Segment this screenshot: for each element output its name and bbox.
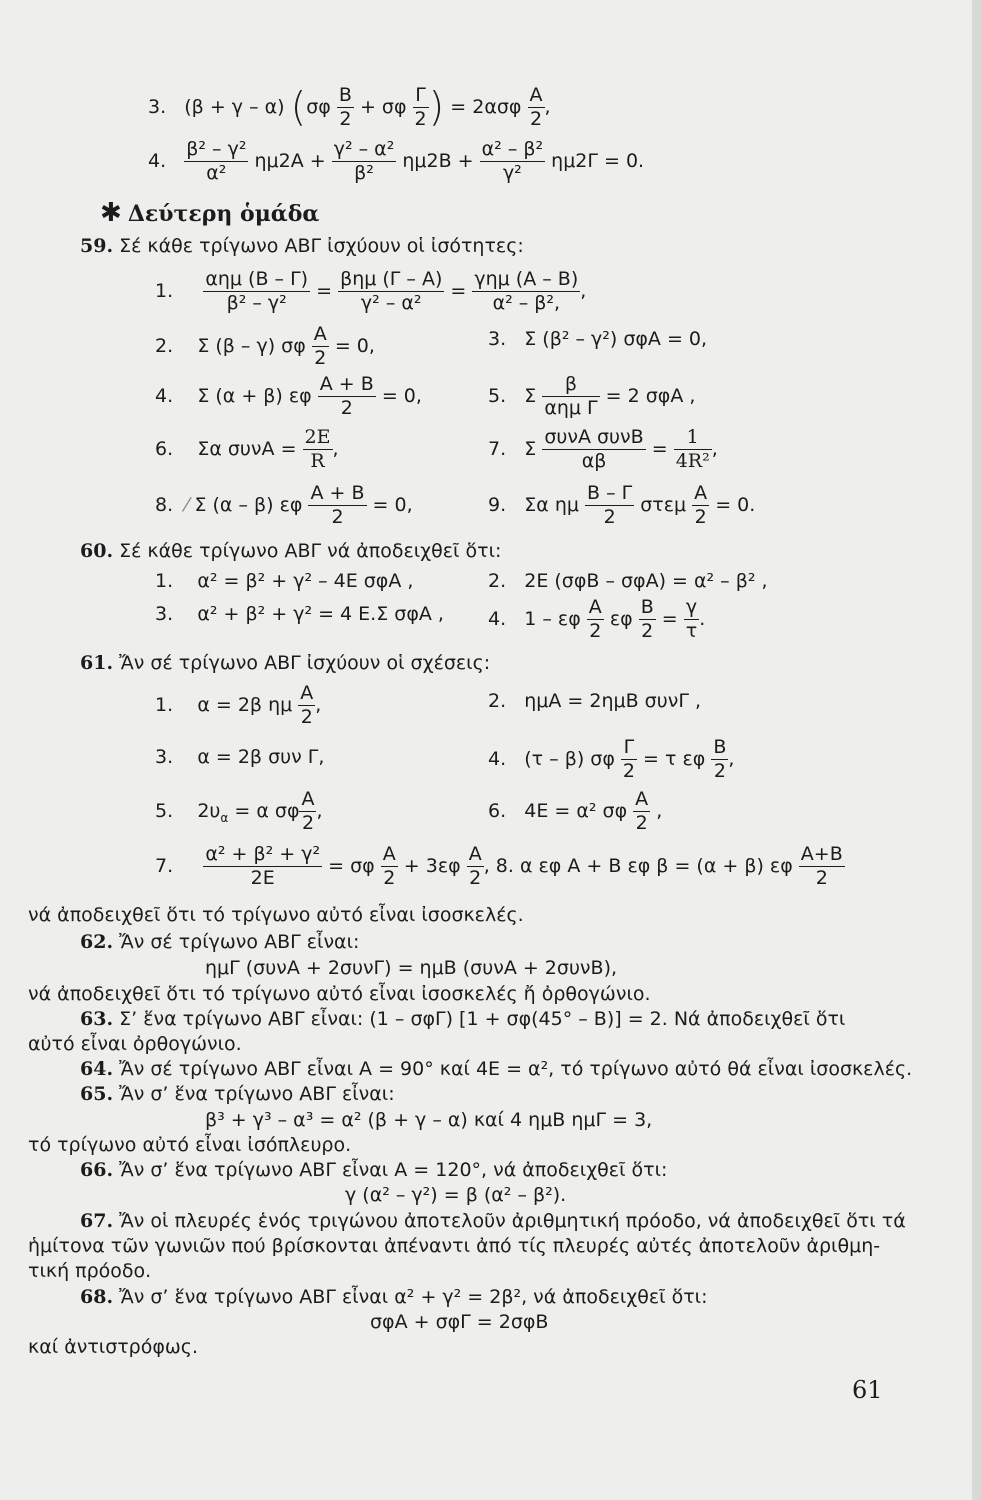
p59-item-6: 6. Σα συνA = $\frac{2E}{R}$ , <box>155 426 339 472</box>
fraction: $\frac{\gamma}{\tau}$ <box>685 596 698 642</box>
p62-equation: ημΓ (συνA + 2συνΓ) = ημB (συνA + 2συνB), <box>205 957 618 979</box>
p59-item-5: 5. Σ $\frac{\beta}{\text{αημ Γ}}$ = 2 σφA , <box>488 373 696 419</box>
fraction-G-2: $\frac{\Gamma}{2}$ <box>414 84 427 130</box>
p61-item-7: 7. $\frac{\text{α² + β² + γ²}}{2E}$ = σφ $\frac{A}{2}$ + 3εφ $\frac{A}{2}$ , 8. α εφ A + B εφ β = (α + β) εφ $\frac{A+B}{2}$ <box>155 843 843 889</box>
problem-number: 61. <box>80 652 114 674</box>
p63-conclusion: αὐτό εἶναι ὀρθογώνιο. <box>28 1033 242 1055</box>
expr-part: ημ2A + <box>254 150 326 172</box>
problem-66-intro: 66. Ἄν σ’ ἕνα τρίγωνο ΑΒΓ εἶναι A = 120°, νά ἀποδειχθεῖ ὅτι: <box>80 1159 668 1181</box>
fraction: $\frac{\beta}{\text{αημ Γ}}$ <box>544 373 598 419</box>
fraction: $\frac{\text{γημ (Α – Β)}}{\text{α² – β²,}}$ <box>474 268 579 314</box>
p61-item-6: 6. 4E = α² σφ $\frac{A}{2}$ , <box>488 788 663 834</box>
fraction-A-2: $\frac{A}{2}$ <box>529 84 543 130</box>
problem-number: 62. <box>80 931 114 953</box>
p61-item-1: 1. α = 2β ημ $\frac{A}{2}$ , <box>155 682 322 728</box>
fraction: $\frac{1}{\text{4R²}}$ <box>675 426 710 472</box>
p61-item-3: 3. α = 2β συν Γ, <box>155 746 325 768</box>
p68-equation: σφA + σφΓ = 2σφB <box>370 1311 549 1333</box>
p60-item-3: 3. α² + β² + γ² = 4 E.Σ σφA , <box>155 603 444 625</box>
p65-equation: β³ + γ³ – α³ = α² (β + γ – α) καί 4 ημB ημΓ = 3, <box>205 1109 653 1131</box>
p60-item-4: 4. 1 – εφ $\frac{A}{2}$ εφ $\frac{B}{2}$ = $\frac{\gamma}{\tau}$ . <box>488 596 706 642</box>
problem-65-intro: 65. Ἄν σ’ ἕνα τρίγωνο ΑΒΓ εἶναι: <box>80 1083 395 1105</box>
problem-number: 64. <box>80 1058 114 1080</box>
close-paren: ) <box>428 84 445 131</box>
p66-equation: γ (α² – γ²) = β (α² – β²). <box>345 1184 567 1206</box>
expr-part: (β + γ – α) <box>184 96 285 118</box>
fraction: $\frac{\text{α² – β²}}{\text{γ²}}$ <box>481 138 544 184</box>
p61-item-4: 4. (τ – β) σφ $\frac{\Gamma}{2}$ = τ εφ $\frac{B}{2}$ , <box>488 736 735 782</box>
fraction: $\frac{A}{2}$ <box>301 788 315 834</box>
problem-63: 63. Σ’ ἕνα τρίγωνο ΑΒΓ εἶναι: (1 – σφΓ) [1 + σφ(45° – B)] = 2. Νά ἀποδειχθεῖ ὅτι <box>80 1008 846 1030</box>
problem-number: 59. <box>80 235 114 257</box>
fraction-B-2: $\frac{B}{2}$ <box>338 84 352 130</box>
item-number: 3. <box>148 96 167 118</box>
fraction: $\frac{A + B}{2}$ <box>319 373 374 419</box>
problem-64: 64. Ἄν σέ τρίγωνο ΑΒΓ εἶναι A = 90° καί 4E = α², τό τρίγωνο αὐτό θά εἶναι ἰσοσκελές. <box>80 1058 913 1080</box>
fraction: $\frac{B}{2}$ <box>713 736 727 782</box>
problem-text: Ἄν σέ τρίγωνο ΑΒΓ ἰσχύουν οἱ σχέσεις: <box>119 652 491 674</box>
fraction: $\frac{\text{αημ (Β – Γ)}}{\text{β² – γ²}}$ <box>205 268 309 314</box>
p60-item-2: 2. 2E (σφB – σφA) = α² – β² , <box>488 570 768 592</box>
p61-item-5: 5. $2\upsilon_\alpha = \alpha$ σφ $\frac{A}{2}$ , <box>155 788 323 834</box>
problem-number: 66. <box>80 1159 114 1181</box>
problem-text: Σέ κάθε τρίγωνο ΑΒΓ ἰσχύουν οἱ ἰσότητες: <box>119 235 524 257</box>
p59-item-1: 1. $\frac{\text{αημ (Β – Γ)}}{\text{β² – γ²}}$ = $\frac{\text{βημ (Γ – Α)}}{\text{γ² – α²}}$ = $\frac{\text{γημ (Α – Β)}}{\text{α² – β²,}}$ , <box>155 268 587 314</box>
p68-conclusion: καί ἀντιστρόφως. <box>28 1336 198 1358</box>
expr-part: σφ <box>306 96 331 118</box>
fraction: $\frac{B - \Gamma}{2}$ <box>587 482 633 528</box>
problem-67: 67. Ἄν οἱ πλευρές ἑνός τριγώνου ἀποτελοῦν ἀριθμητική πρόοδο, νά ἀποδειχθεῖ ὅτι τά <box>80 1210 906 1232</box>
p59-item-4: 4. Σ (α + β) εφ $\frac{A + B}{2}$ = 0, <box>155 373 422 419</box>
fraction: $\frac{A}{2}$ <box>588 596 602 642</box>
page-edge-shadow <box>972 0 981 1500</box>
fraction: $\frac{A}{2}$ <box>635 788 649 834</box>
fraction: $\frac{2E}{R}$ <box>304 426 331 472</box>
fraction: $\frac{A}{2}$ <box>468 843 482 889</box>
fraction: $\frac{B}{2}$ <box>640 596 654 642</box>
fraction: $\frac{A + B}{2}$ <box>310 482 365 528</box>
problem-60-intro <box>80 542 501 561</box>
p62-conclusion: νά ἀποδειχθεῖ ὅτι τό τρίγωνο αὐτό εἶναι ἰσοσκελές ἤ ὀρθογώνιο. <box>28 983 651 1005</box>
item-4-line <box>148 140 644 183</box>
pencil-mark: ⁄ <box>185 494 189 516</box>
fraction: $\frac{A}{2}$ <box>382 843 396 889</box>
fraction: $\frac{A}{2}$ <box>300 682 314 728</box>
star-icon: ✱ <box>100 198 122 228</box>
item-number: 4. <box>148 150 167 172</box>
problem-61-intro <box>80 654 490 673</box>
expr-part: ημ2B + <box>402 150 474 172</box>
open-paren: ( <box>290 84 307 131</box>
fraction: $\frac{\text{συνA συνB}}{\alpha\beta}$ <box>544 426 644 472</box>
expr-part: ημ2Γ = 0. <box>551 150 645 172</box>
problem-number: 65. <box>80 1083 114 1105</box>
p59-item-3: 3. Σ (β² – γ²) σφA = 0, <box>488 328 708 350</box>
problem-number: 60. <box>80 540 114 562</box>
p60-item-1: 1. α² = β² + γ² – 4E σφA , <box>155 570 414 592</box>
page-number: 61 <box>852 1376 883 1404</box>
p65-conclusion: τό τρίγωνο αὐτό εἶναι ἰσόπλευρο. <box>28 1134 352 1156</box>
problem-68-intro: 68. Ἄν σ’ ἕνα τρίγωνο ΑΒΓ εἶναι α² + γ² = 2β², νά ἀποδειχθεῖ ὅτι: <box>80 1286 708 1308</box>
p67-line-3: τική πρόοδο. <box>28 1260 152 1282</box>
item-number: 1. <box>155 280 174 302</box>
p61-item-2: 2. ημA = 2ημB συνΓ , <box>488 690 701 712</box>
fraction: $\frac{\text{γ² – α²}}{\text{β²}}$ <box>333 138 395 184</box>
p67-line-2: ἡμίτονα τῶν γωνιῶν πού βρίσκονται ἀπέναντι ἀπό τίς πλευρές αὐτές ἀποτελοῦν ἀριθμη- <box>28 1235 881 1257</box>
expr-part: + σφ <box>359 96 407 118</box>
section-title: ✱ Δεύτερη ὁμάδα <box>100 198 320 228</box>
fraction: $\frac{A}{2}$ <box>694 482 708 528</box>
problem-number: 67. <box>80 1210 114 1232</box>
expr-part: = 2ασφ <box>450 96 522 118</box>
fraction: $\frac{\text{β² – γ²}}{\text{α²}}$ <box>186 138 247 184</box>
fraction: $\frac{\text{βημ (Γ – Α)}}{\text{γ² – α²}}$ <box>340 268 443 314</box>
problem-text: Σέ κάθε τρίγωνο ΑΒΓ νά ἀποδειχθεῖ ὅτι: <box>119 540 502 562</box>
p59-item-8: 8. ⁄ Σ (α – β) εφ $\frac{A + B}{2}$ = 0, <box>155 482 413 528</box>
p61-conclusion: νά ἀποδειχθεῖ ὅτι τό τρίγωνο αὐτό εἶναι ἰσοσκελές. <box>28 904 524 926</box>
problem-number: 63. <box>80 1008 114 1030</box>
problem-62-intro: 62. Ἄν σέ τρίγωνο ΑΒΓ εἶναι: <box>80 931 360 953</box>
p59-item-9: 9. Σα ημ $\frac{B - \Gamma}{2}$ στεμ $\frac{A}{2}$ = 0. <box>488 482 756 528</box>
problem-59-intro <box>80 237 524 256</box>
p59-item-7: 7. Σ $\frac{\text{συνA συνB}}{\alpha\beta}$ = $\frac{1}{\text{4R²}}$ , <box>488 426 718 472</box>
p59-item-2: 2. Σ (β – γ) σφ $\frac{A}{2}$ = 0, <box>155 323 375 369</box>
problem-number: 68. <box>80 1286 114 1308</box>
item-3-line: 3. (β + γ – α) (σφ $\frac{B}{2}$ + σφ $\frac{\Gamma}{2}$ ) = 2ασφ $\frac{A}{2}$ , <box>148 84 551 131</box>
fraction: $\frac{A}{2}$ <box>313 323 327 369</box>
fraction: $\frac{A+B}{2}$ <box>800 843 843 889</box>
fraction: $\frac{\Gamma}{2}$ <box>622 736 635 782</box>
fraction: $\frac{\text{α² + β² + γ²}}{2E}$ <box>205 843 321 889</box>
